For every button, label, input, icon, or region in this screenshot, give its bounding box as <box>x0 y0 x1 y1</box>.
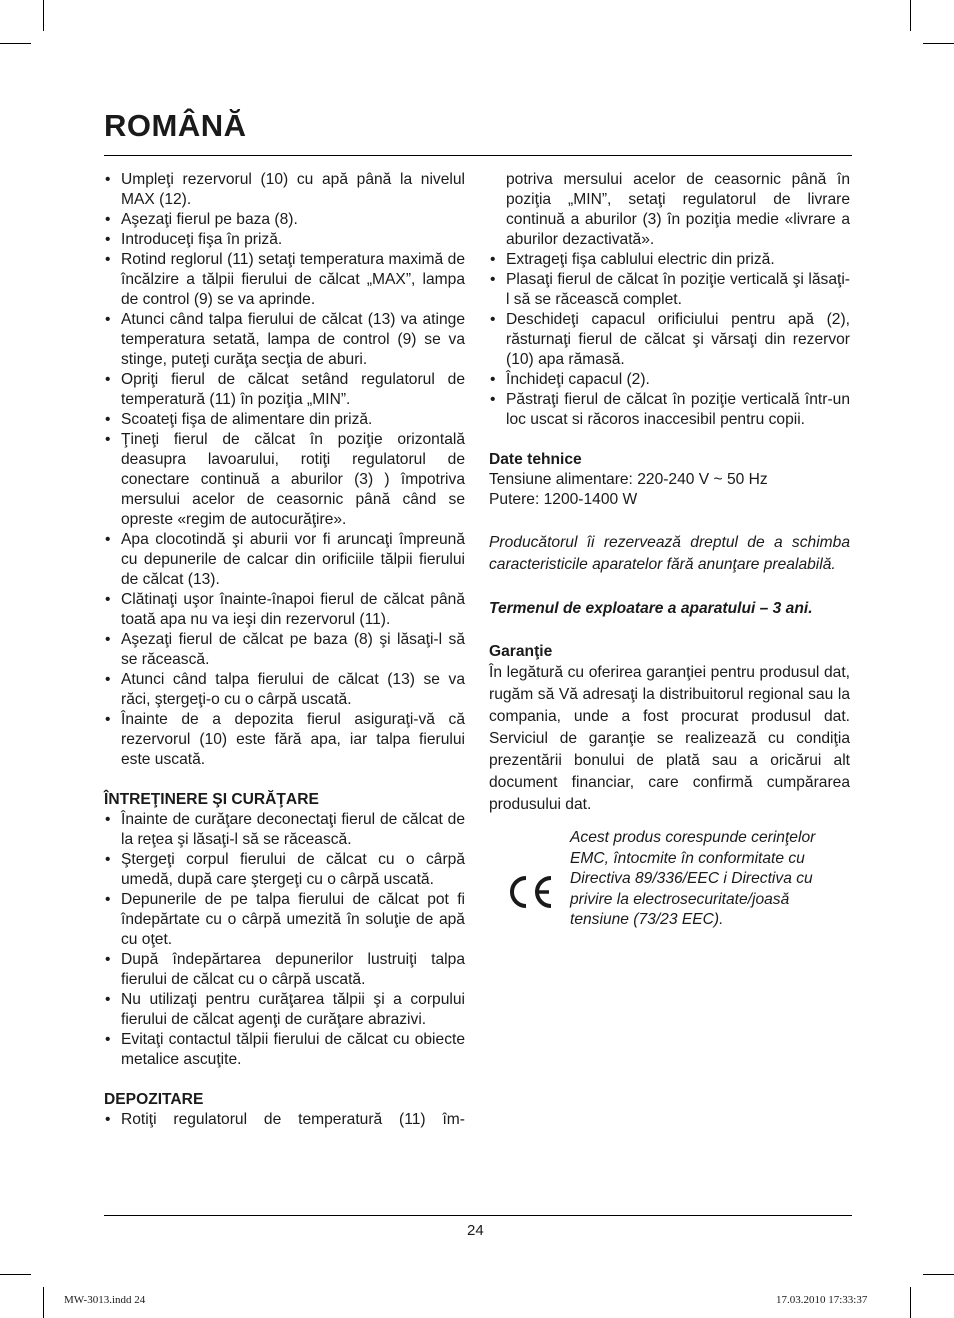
list-item-continuation: potriva mersului acelor de ceasornic până în poziţia „MIN”, setaţi regulatorul de livrare continuă a aburilor (3) în poziţia medie «livrare a aburilor dezactivată». <box>506 171 850 248</box>
list-item: • Atunci când talpa fierului de călcat (13) se va răci, ştergeţi-o cu o cârpă uscată. <box>105 671 465 708</box>
list-item: • După îndepărtarea depunerilor lustruiţi talpa fierului de călcat cu o cârpă uscată. <box>105 951 465 988</box>
ce-compliance-text: Acest produs corespunde cerinţelor EMC, întocmite în conformitate cu Directiva 89/336/EEC i Directiva cu privire la electrosecuritate/joasă tensiune (73/23 EEC). <box>570 829 816 928</box>
ce-block <box>489 828 850 938</box>
list-item: • Deschideţi capacul orificiului pentru apă (2), răsturnaţi fierul de călcat şi vărsaţi din rezervor (10) apa rămasă. <box>490 311 850 368</box>
list-item: • Aşezaţi fierul pe baza (8). <box>105 211 298 228</box>
crop-mark <box>0 1274 31 1275</box>
crop-mark <box>910 0 911 31</box>
ce-mark-icon <box>505 874 555 916</box>
list-item: • Evitaţi contactul tălpii fierului de călcat cu obiecte metalice ascuţite. <box>105 1031 465 1068</box>
list-item: • Rotind reglorul (11) setaţi temperatura maximă de încălzire a tălpii fierului de călcat „MAX”, lampa de control (9) se va aprinde. <box>105 251 465 308</box>
slug-left: MW-3013.indd 24 <box>64 1294 146 1306</box>
warranty-text: În legătură cu oferirea garanţiei pentru produsul dat, rugăm să Vă adresaţi la distribuitorul regional sau la compania, unde a fost procurat produsul dat. Serviciul de garanţie se realizează cu condiţia prezentării bonului de plată sau a oricărui alt document financiar, care confirmă cumpărarea produsului dat. <box>489 664 850 813</box>
crop-mark <box>923 43 954 44</box>
list-item: • Extrageţi fişa cablului electric din priză. <box>490 251 775 268</box>
list-item: • Rotiţi regulatorul de temperatură (11) îm- <box>105 1111 465 1128</box>
crop-mark <box>43 0 44 31</box>
list-item: • Nu utilizaţi pentru curăţarea tălpii şi a corpului fierului de călcat agenţi de curăţare abrazivi. <box>105 991 465 1028</box>
title-rule <box>104 155 852 156</box>
list-item: • Închideţi capacul (2). <box>490 371 650 388</box>
service-life: Termenul de exploatare a aparatului – 3 ani. <box>489 600 813 617</box>
right-column <box>489 170 850 938</box>
list-item: • Introduceţi fişa în priză. <box>105 231 283 248</box>
tech-voltage: Tensiune alimentare: 220-240 V ~ 50 Hz <box>489 471 768 488</box>
list-item: • Aşezaţi fierul de călcat pe baza (8) şi lăsaţi-l să se răcească. <box>105 631 465 668</box>
storage-heading: DEPOZITARE <box>104 1091 204 1108</box>
list-item: • Înainte de curăţare deconectaţi fierul de călcat de la reţea şi lăsaţi-l să se răcească. <box>105 811 465 848</box>
crop-mark <box>910 1287 911 1318</box>
list-item: • Scoateţi fişa de alimentare din priză. <box>105 411 373 428</box>
slug-right: 17.03.2010 17:33:37 <box>776 1294 868 1306</box>
list-item: • Atunci când talpa fierului de călcat (13) va atinge temperatura setată, lampa de control (9) se va stinge, puteţi curăţa secţia de aburi. <box>105 311 465 368</box>
list-item: • Ştergeţi corpul fierului de călcat cu o cârpă umedă, după care ştergeţi cu o cârpă uscată. <box>105 851 465 888</box>
warranty-heading: Garanţie <box>489 643 553 660</box>
left-column <box>104 170 465 1130</box>
crop-mark <box>923 1274 954 1275</box>
crop-mark <box>0 43 31 44</box>
list-item: • Umpleţi rezervorul (10) cu apă până la nivelul MAX (12). <box>105 171 465 208</box>
list-item: • Ţineţi fierul de călcat în poziţie orizontală deasupra lavoarului, rotiţi regulatorul de conectare continuă a aburilor (3) ) împotriva mersului acelor de ceasornic până când se opreste «regim de autocurăţire». <box>105 431 465 528</box>
page-title: ROMÂNĂ <box>104 108 247 143</box>
manufacturer-note: Producătorul îi rezervează dreptul de a schimba caracteristicile aparatelor fără anunţare prealabilă. <box>489 534 850 573</box>
footer-rule <box>104 1215 852 1216</box>
list-item: • Apa clocotindă şi aburii vor fi aruncaţi împreună cu depunerile de calcar din orificiile tălpii fierului de călcat (13). <box>105 531 465 588</box>
usage-list <box>104 170 465 770</box>
storage-list-continued <box>489 170 850 430</box>
tech-heading: Date tehnice <box>489 451 582 468</box>
crop-mark <box>43 1287 44 1318</box>
maintenance-list <box>104 810 465 1070</box>
list-item: • Clătinaţi uşor înainte-înapoi fierul de călcat până toată apa nu va ieşi din rezervorul (11). <box>105 591 465 628</box>
page-number: 24 <box>467 1222 484 1239</box>
list-item: • Păstraţi fierul de călcat în poziţie verticală într-un loc uscat si răcoros inaccesibil pentru copii. <box>490 391 850 428</box>
storage-list <box>104 1110 465 1130</box>
list-item: • Înainte de a depozita fierul asiguraţi-vă că rezervorul (10) este fără apa, iar talpa fierului este uscată. <box>105 711 465 768</box>
list-item: • Plasaţi fierul de călcat în poziţie verticală şi lăsaţi-l să se răcească complet. <box>490 271 850 308</box>
maintenance-heading: ÎNTREŢINERE ŞI CURĂŢARE <box>104 791 319 808</box>
list-item: • Depunerile de pe talpa fierului de călcat pot fi îndepărtate cu o cârpă umezită în soluţie de apă cu oţet. <box>105 891 465 948</box>
list-item: • Opriţi fierul de călcat setând regulatorul de temperatură (11) în poziţia „MIN”. <box>105 371 465 408</box>
tech-power: Putere: 1200-1400 W <box>489 491 638 508</box>
